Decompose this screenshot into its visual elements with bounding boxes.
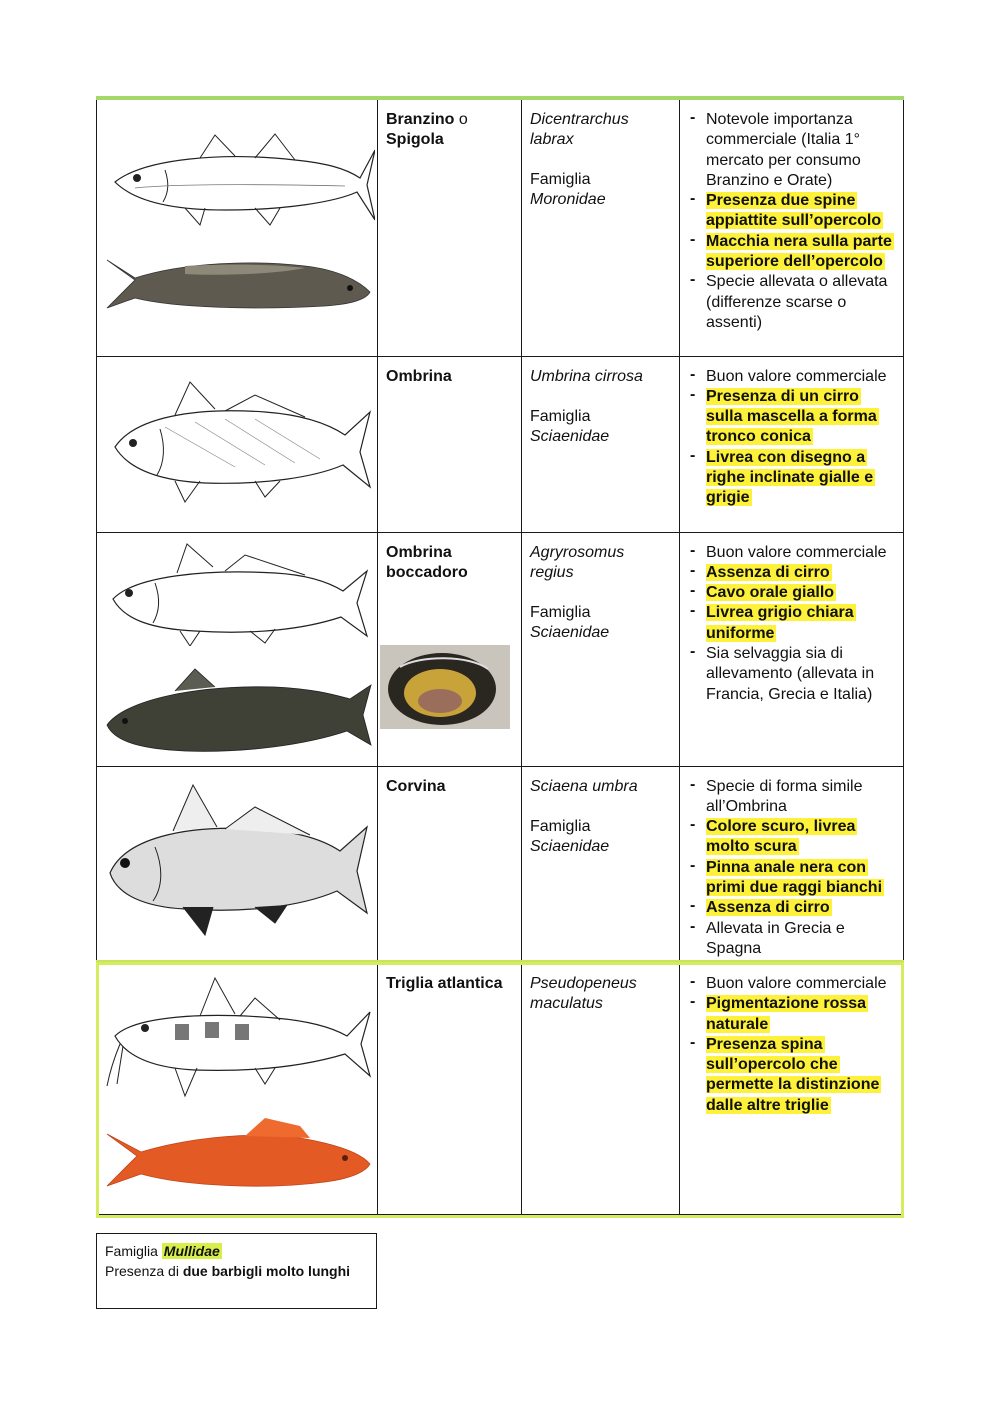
common-name-cell xyxy=(378,962,522,1214)
legend-line-family: Famiglia Mullidae xyxy=(105,1243,220,1259)
notes-list xyxy=(686,110,897,333)
oral-cavity-photo xyxy=(380,645,510,729)
scientific-name: Pseudopeneus maculatus xyxy=(530,975,637,1012)
branzino-photo xyxy=(105,250,375,320)
note-item: - Notevole importanza commerciale (Italia 1° mercato per consumo Branzino e Orate) xyxy=(686,110,897,191)
scientific-name-cell xyxy=(522,98,680,356)
scientific-name: Umbrina cirrosa xyxy=(530,367,643,385)
common-name-cell xyxy=(378,98,522,356)
note-item: - Cavo orale giallo xyxy=(686,583,897,603)
table-row xyxy=(97,766,904,962)
common-name-cell xyxy=(378,532,522,766)
notes-cell xyxy=(680,962,904,1214)
fish-images-cell xyxy=(97,356,378,532)
family-name: Sciaenidae xyxy=(530,837,610,855)
ombrina-drawing xyxy=(105,377,375,507)
fish-comparison-table xyxy=(96,96,904,1215)
note-item: - Pigmentazione rossa naturale xyxy=(686,994,897,1035)
common-name: Corvina xyxy=(386,777,446,795)
ombrina-boccadoro-photo xyxy=(105,665,375,755)
note-item: - Livrea grigio chiara uniforme xyxy=(686,603,897,644)
note-item: - Allevata in Grecia e Spagna xyxy=(686,919,897,960)
note-item: - Specie di forma simile all’Ombrina xyxy=(686,777,897,818)
common-name: Ombrina xyxy=(386,367,452,385)
scientific-name: Sciaena umbra xyxy=(530,777,638,795)
fish-images-cell xyxy=(97,766,378,962)
note-item: - Buon valore commerciale xyxy=(686,543,897,563)
notes-list xyxy=(686,777,897,960)
family-label: Famiglia xyxy=(530,817,591,835)
note-item: - Macchia nera sulla parte superiore dell’opercolo xyxy=(686,232,897,273)
common-name-cell xyxy=(378,356,522,532)
ombrina-boccadoro-drawing xyxy=(105,541,375,646)
note-item: - Colore scuro, livrea molto scura xyxy=(686,817,897,858)
note-item: - Specie allevata o allevata (differenze scarse o assenti) xyxy=(686,272,897,333)
family-label: Famiglia xyxy=(530,407,591,425)
corvina-drawing xyxy=(105,783,375,943)
common-name-suffix: o xyxy=(454,111,468,128)
table-row xyxy=(97,962,904,1214)
family-label: Famiglia xyxy=(530,603,591,621)
scientific-name-cell xyxy=(522,356,680,532)
table-row xyxy=(97,356,904,532)
scientific-name: Agryrosomus regius xyxy=(530,543,625,581)
note-item: - Assenza di cirro xyxy=(686,563,897,583)
notes-list xyxy=(686,543,897,705)
note-item: - Presenza due spine appiattite sull’opercolo xyxy=(686,191,897,232)
fish-images-cell xyxy=(97,98,378,356)
notes-list xyxy=(686,367,897,509)
table-row xyxy=(97,532,904,766)
note-item: - Assenza di cirro xyxy=(686,898,897,918)
notes-cell xyxy=(680,766,904,962)
scientific-name-cell xyxy=(522,532,680,766)
note-item: - Sia selvaggia sia di allevamento (allevata in Francia, Grecia e Italia) xyxy=(686,644,897,705)
family-name: Sciaenidae xyxy=(530,427,610,445)
legend-line-barbels: Presenza di due barbigli molto lunghi xyxy=(105,1263,351,1279)
family-label: Famiglia xyxy=(530,171,591,188)
note-item: - Presenza di un cirro sulla mascella a forma tronco conica xyxy=(686,387,897,448)
fish-images-cell xyxy=(97,962,378,1214)
note-item: - Buon valore commerciale xyxy=(686,974,897,994)
note-item: - Buon valore commerciale xyxy=(686,367,897,387)
scientific-name-cell xyxy=(522,962,680,1214)
triglia-drawing xyxy=(105,976,375,1101)
family-legend-box xyxy=(96,1233,377,1309)
note-item: - Livrea con disegno a righe inclinate gialle e grigie xyxy=(686,448,897,509)
fish-images-cell xyxy=(97,532,378,766)
family-name: Moronidae xyxy=(530,191,606,208)
common-name-alt: Spigola xyxy=(386,131,444,148)
note-item: - Presenza spina sull’opercolo che permette la distinzione dalle altre triglie xyxy=(686,1035,897,1116)
common-name: Triglia atlantica xyxy=(386,975,503,992)
common-name-cell xyxy=(378,766,522,962)
triglia-photo xyxy=(105,1116,375,1206)
note-item: - Pinna anale nera con primi due raggi bianchi xyxy=(686,858,897,899)
notes-cell xyxy=(680,532,904,766)
scientific-name-cell xyxy=(522,766,680,962)
scientific-name: Dicentrarchus labrax xyxy=(530,111,629,148)
family-name: Sciaenidae xyxy=(530,623,610,641)
notes-cell xyxy=(680,356,904,532)
common-name: Branzino xyxy=(386,111,455,128)
table-row xyxy=(97,98,904,356)
branzino-drawing xyxy=(105,130,375,230)
notes-list xyxy=(686,974,897,1116)
common-name: Ombrina boccadoro xyxy=(386,543,468,581)
notes-cell xyxy=(680,98,904,356)
